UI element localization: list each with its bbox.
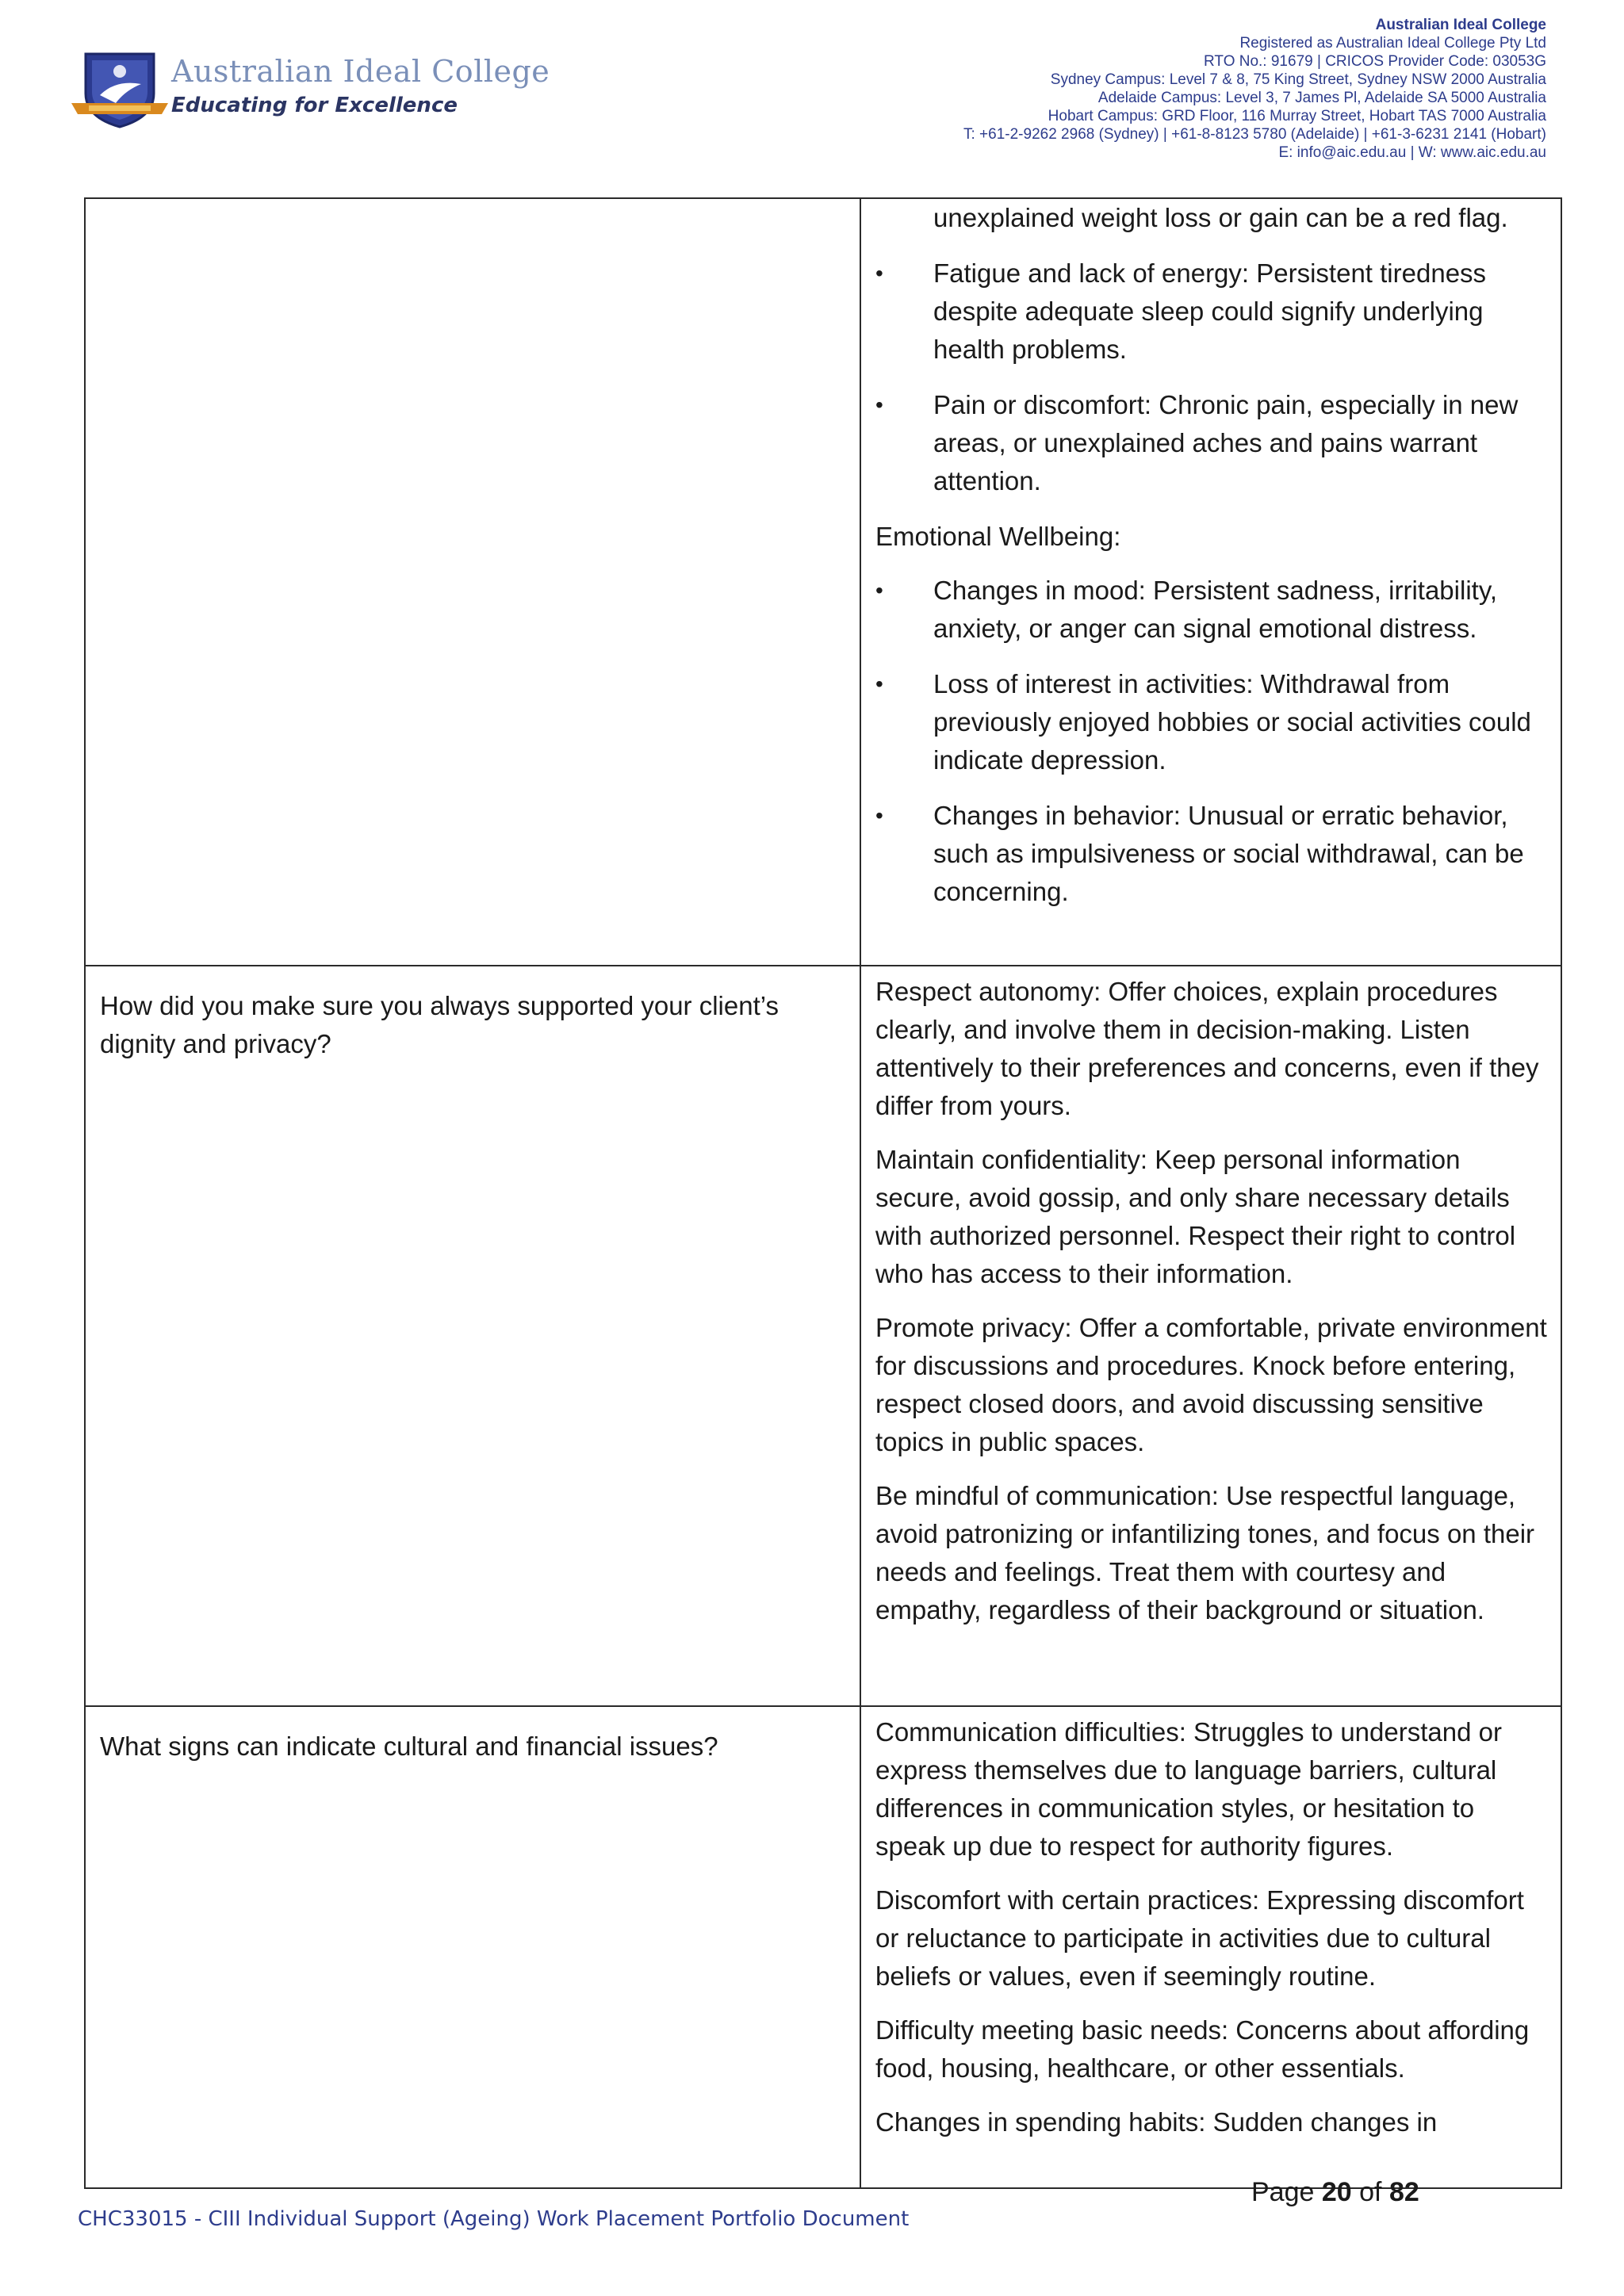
answer-paragraph: Promote privacy: Offer a comfortable, private environment for discussions and procedures. Knock before entering, respect closed doors, and avoid discussing sensitive topics in public spaces. bbox=[875, 1313, 1547, 1456]
college-name: Australian Ideal College bbox=[1375, 17, 1546, 33]
list-item: • Loss of interest in activities: Withdrawal from previously enjoyed hobbies or social activities could indicate depression. bbox=[875, 665, 1549, 779]
table-row bbox=[85, 198, 1561, 966]
answer-paragraph: Discomfort with certain practices: Expressing discomfort or reluctance to participate in activities due to cultural beliefs or values, even if seemingly routine. bbox=[875, 1885, 1524, 1991]
bullet-list bbox=[875, 572, 1549, 911]
current-page: 20 bbox=[1321, 2177, 1352, 2207]
registration-line: Registered as Australian Ideal College Pty Ltd bbox=[1239, 35, 1546, 52]
bullet-icon: • bbox=[875, 578, 883, 603]
continued-text: unexplained weight loss or gain can be a red flag. bbox=[933, 203, 1508, 232]
answer-paragraph: Communication difficulties: Struggles to understand or express themselves due to language barriers, cultural differences in communication styles, or hesitation to speak up due to respect for authority figures. bbox=[875, 1717, 1502, 1861]
bullet-icon: • bbox=[875, 672, 883, 696]
page-number: Page 20 of 82 bbox=[1251, 2177, 1419, 2207]
qa-table bbox=[84, 197, 1562, 2189]
bullet-icon: • bbox=[875, 392, 883, 417]
document-title: CHC33015 - CIII Individual Support (Ageing) Work Placement Portfolio Document bbox=[78, 2207, 910, 2231]
bullet-icon: • bbox=[875, 803, 883, 828]
college-contact-block bbox=[963, 16, 1546, 162]
question-cell: What signs can indicate cultural and financial issues? bbox=[85, 1706, 860, 2188]
college-crest-icon bbox=[68, 44, 171, 132]
list-item: • Pain or discomfort: Chronic pain, especially in new areas, or unexplained aches and pains warrant attention. bbox=[875, 386, 1549, 500]
bullet-icon: • bbox=[875, 261, 883, 285]
email-web-line: E: info@aic.edu.au | W: www.aic.edu.au bbox=[1278, 144, 1546, 161]
answer-paragraph: Respect autonomy: Offer choices, explain procedures clearly, and involve them in decision-making. Listen attentively to their preferences and concerns, even if they differ from yours. bbox=[875, 977, 1539, 1120]
logo-name: Australian Ideal College bbox=[171, 54, 550, 89]
college-logo bbox=[68, 44, 576, 132]
table-row bbox=[85, 966, 1561, 1706]
adelaide-campus-line: Adelaide Campus: Level 3, 7 James Pl, Adelaide SA 5000 Australia bbox=[1097, 90, 1546, 106]
phone-line: T: +61-2-9262 2968 (Sydney) | +61-8-8123 5780 (Adelaide) | +61-3-6231 2141 (Hobart) bbox=[963, 126, 1546, 143]
sydney-campus-line: Sydney Campus: Level 7 & 8, 75 King Street, Sydney NSW 2000 Australia bbox=[1050, 71, 1546, 88]
answer-paragraph: Changes in spending habits: Sudden changes in bbox=[875, 2107, 1438, 2137]
question-cell: How did you make sure you always supported your client’s dignity and privacy? bbox=[85, 966, 860, 1706]
table-row bbox=[85, 1706, 1561, 2188]
answer-cell bbox=[860, 198, 1561, 966]
answer-paragraph: Difficulty meeting basic needs: Concerns about affording food, housing, healthcare, or other essentials. bbox=[875, 2015, 1530, 2083]
logo-tagline: Educating for Excellence bbox=[171, 94, 458, 117]
section-heading: Emotional Wellbeing: bbox=[875, 522, 1121, 551]
question-cell bbox=[85, 198, 860, 966]
list-item: • Fatigue and lack of energy: Persistent tiredness despite adequate sleep could signify underlying health problems. bbox=[875, 254, 1549, 369]
answer-cell bbox=[860, 1706, 1561, 2188]
total-pages: 82 bbox=[1388, 2177, 1419, 2207]
answer-cell bbox=[860, 966, 1561, 1706]
bullet-list bbox=[875, 254, 1549, 500]
answer-paragraph: Maintain confidentiality: Keep personal information secure, avoid gossip, and only share necessary details with authorized personnel. Respect their right to control who has access to their information. bbox=[875, 1145, 1516, 1288]
list-item: • Changes in behavior: Unusual or erratic behavior, such as impulsiveness or social withdrawal, can be concerning. bbox=[875, 797, 1549, 911]
list-item: • Changes in mood: Persistent sadness, irritability, anxiety, or anger can signal emotional distress. bbox=[875, 572, 1549, 648]
hobart-campus-line: Hobart Campus: GRD Floor, 116 Murray Street, Hobart TAS 7000 Australia bbox=[1048, 108, 1546, 124]
rto-line: RTO No.: 91679 | CRICOS Provider Code: 03053G bbox=[1204, 53, 1546, 70]
answer-paragraph: Be mindful of communication: Use respectful language, avoid patronizing or infantilizing tones, and focus on their needs and feelings. Treat them with courtesy and empathy, regardless of their background or situation. bbox=[875, 1481, 1535, 1624]
